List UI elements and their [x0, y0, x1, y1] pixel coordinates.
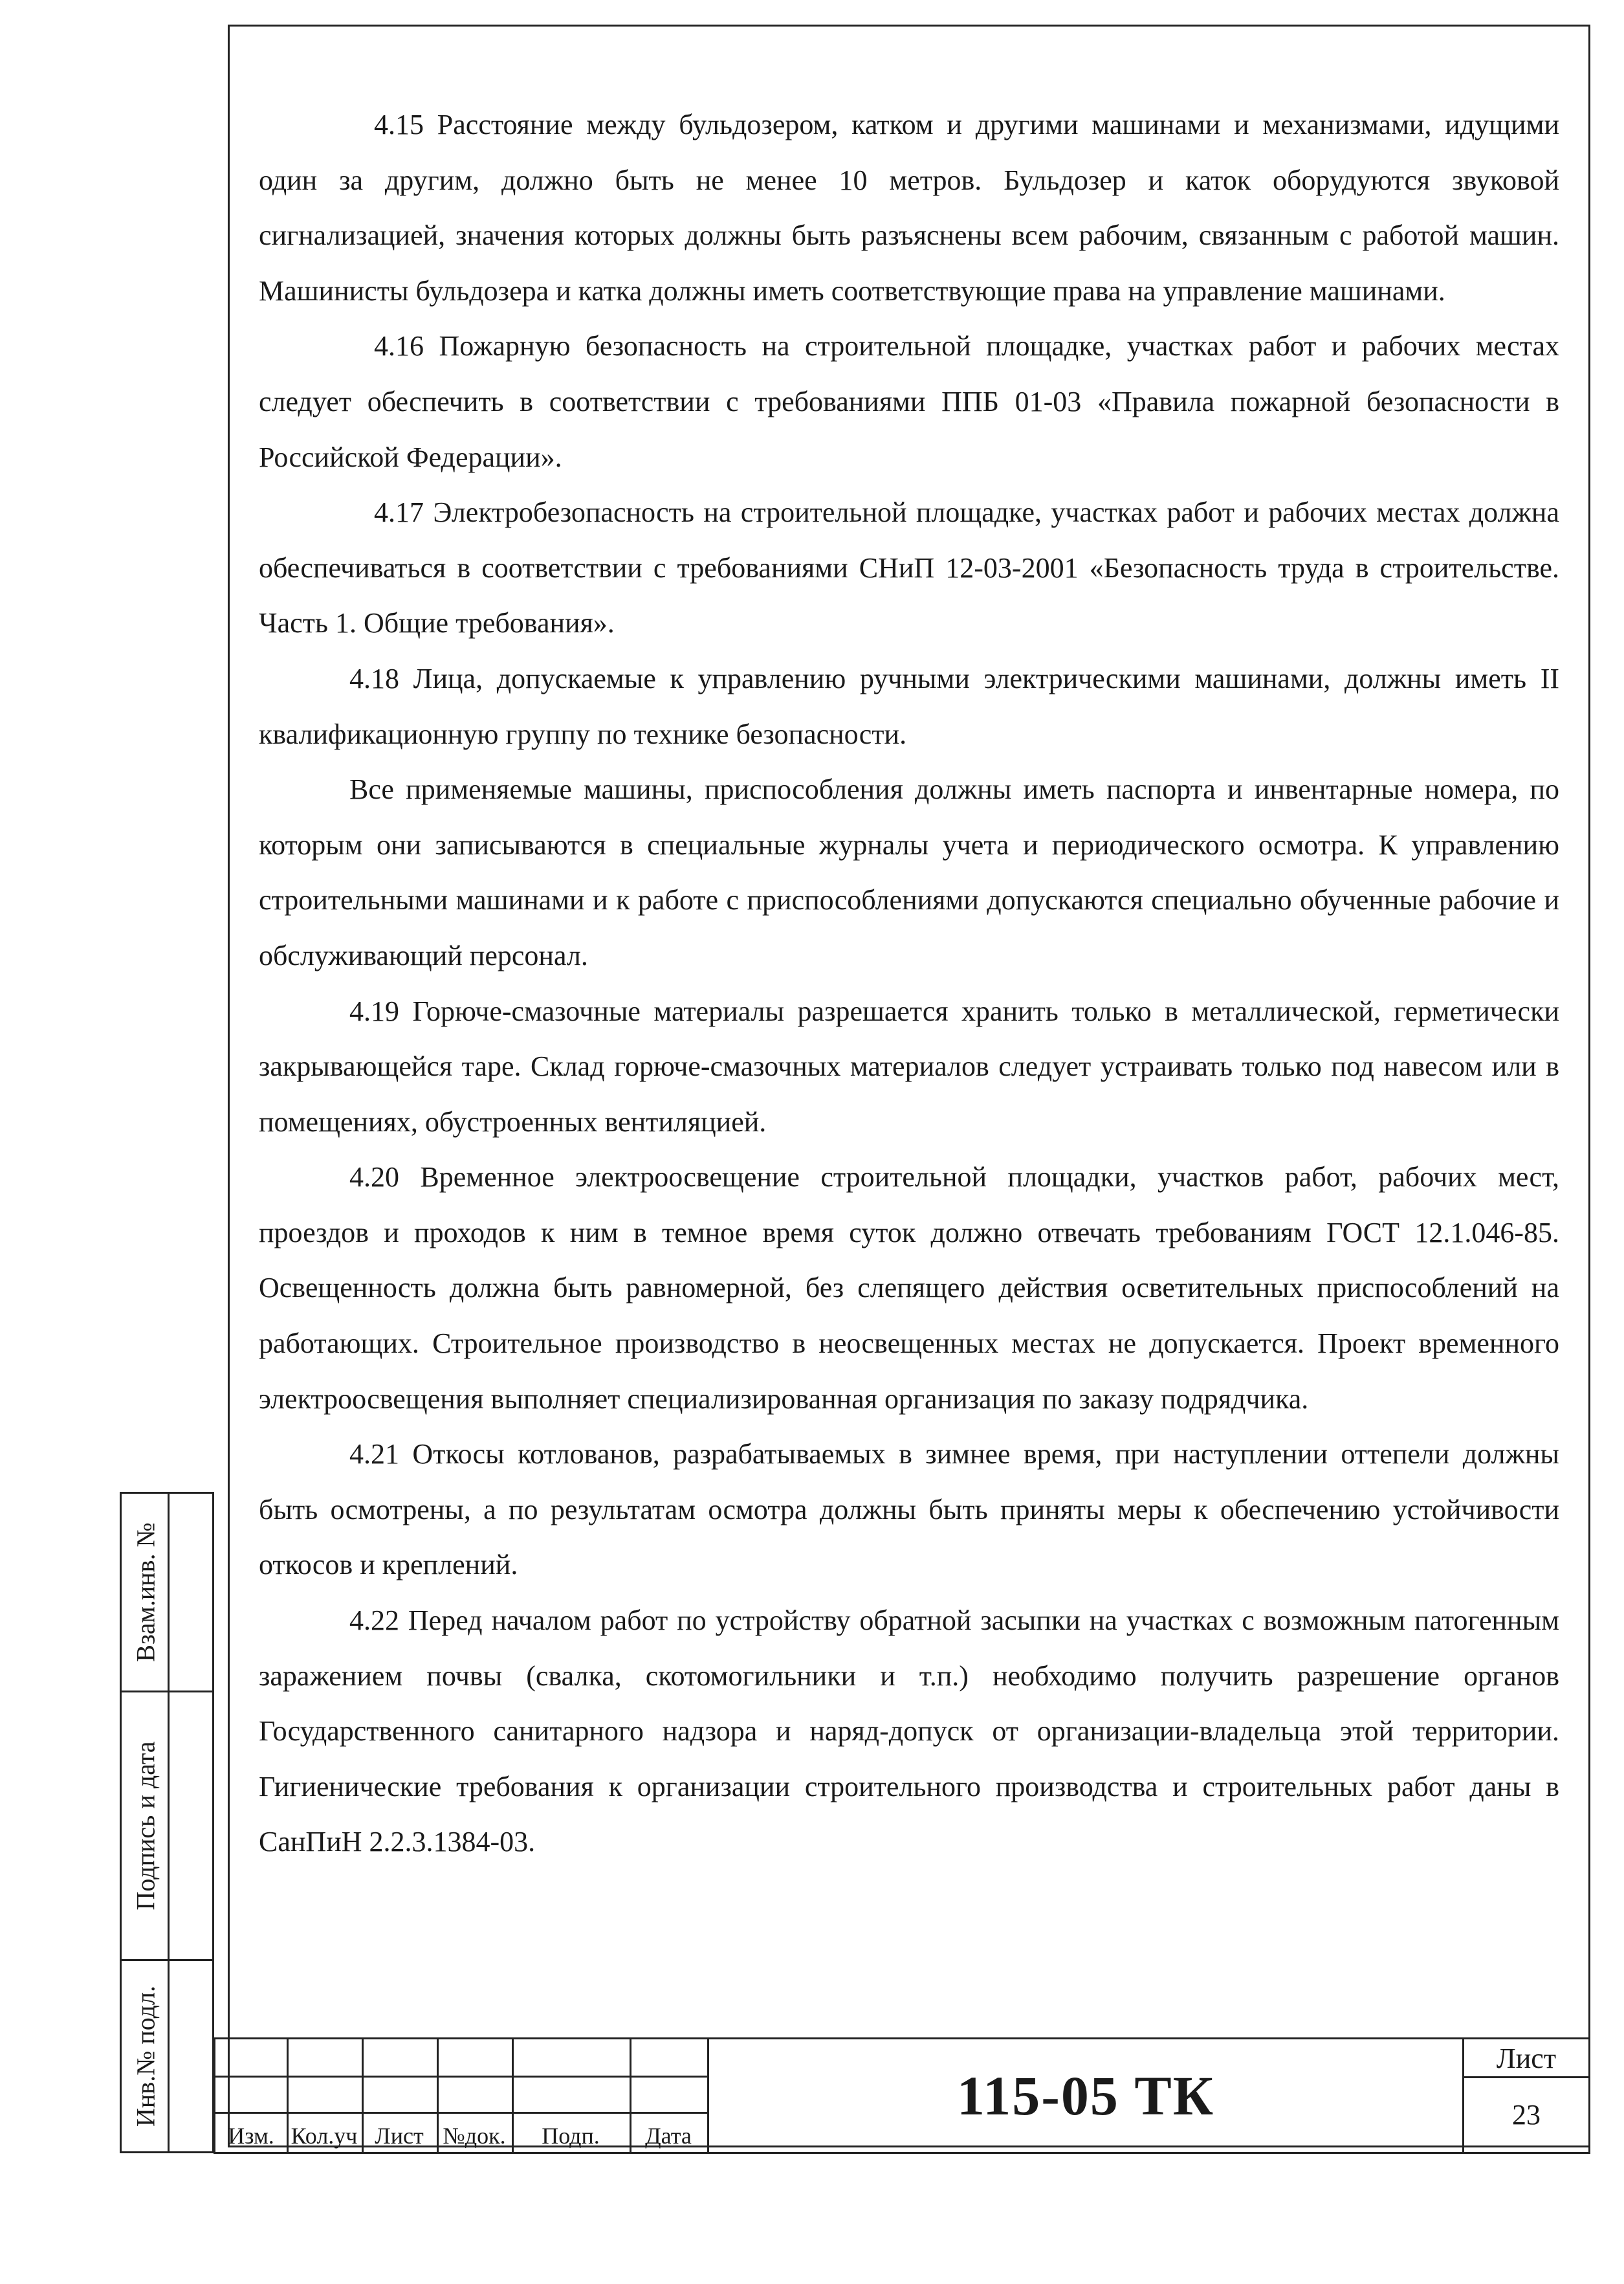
paragraph-4-19: 4.19 Горюче-смазочные материалы разрешается хранить только в металлической, герметически закрывающейся таре. Склад горюче-смазочных материалов следует устраивать только под навесом или в помещениях, обустроенных вентиляцией.	[259, 995, 1559, 1138]
paragraph-4-17: 4.17 Электробезопасность на строительной площадке, участках работ и рабочих местах должна обеспечиваться в соответствии с требованиями СНиП 12-03-2001 «Безопасность труда в строительстве. Часть 1. Общие требования».	[259, 496, 1559, 639]
paragraph-4-16: 4.16 Пожарную безопасность на строительной площадке, участках работ и рабочих местах следует обеспечить в соответствии с требованиями ППБ 01-03 «Правила пожарной безопасности в Российской Федерации».	[259, 330, 1559, 473]
sheet-number: 23	[1512, 2099, 1541, 2131]
title-block	[214, 2037, 1590, 2154]
side-strip-inv	[120, 1959, 214, 2153]
paragraph-4-21: 4.21 Откосы котлованов, разрабатываемых в зимнее время, при наступлении оттепели должны быть осмотрены, а по результатам осмотра должны быть приняты меры к обеспечению устойчивости откосов и креплений.	[259, 1438, 1559, 1581]
header-izm: Изм.	[228, 2123, 274, 2149]
header-podp: Подп.	[542, 2123, 600, 2149]
header-data: Дата	[645, 2123, 692, 2149]
header-kol-uch: Кол.уч	[291, 2123, 358, 2149]
paragraph-4-18: 4.18 Лица, допускаемые к управлению ручными электрическими машинами, должны иметь II квалификационную группу по технике безопасности.	[259, 662, 1559, 750]
header-ndok: №док.	[443, 2123, 506, 2149]
document-code: 115-05 ТК	[707, 2039, 1464, 2152]
revision-grid	[215, 2039, 707, 2152]
header-list: Лист	[375, 2123, 424, 2149]
sheet-label: Лист	[1464, 2039, 1588, 2078]
side-label-vzam: Взам.инв. №	[131, 1522, 160, 1662]
side-strip-vzam	[120, 1492, 214, 1692]
paragraph-4-20: 4.20 Временное электроосвещение строительной площадки, участков работ, рабочих мест, проездов и проходов к ним в темное время суток должно отвечать требованиям ГОСТ 12.1.046-85. Освещенность должна быть равномерной, без слепящего действия осветительных приспособлений на работающих. Строительное производство в неосвещенных местах не допускается. Проект временного электроосвещения выполняет специализированная организация по заказу подрядчика.	[259, 1161, 1559, 1415]
side-label-inv: Инв.№ подл.	[131, 1986, 160, 2127]
side-strip-podpis	[120, 1691, 214, 1961]
paragraph-4-15: 4.15 Расстояние между бульдозером, катком и другими машинами и механизмами, идущими один за другим, должно быть не менее 10 метров. Бульдозер и каток оборудуются звуковой сигнализацией, значения которых должны быть разъяснены всем рабочим, связанным с работой машин. Машинисты бульдозера и катка должны иметь соответствующие права на управление машинами.	[259, 109, 1559, 307]
side-label-podpis: Подпись и дата	[131, 1741, 160, 1911]
paragraph-machines: Все применяемые машины, приспособления должны иметь паспорта и инвентарные номера, по которым они записываются в специальные журналы учета и периодического осмотра. К управлению строительными машинами и к работе с приспособлениями допускаются специально обученные рабочие и обслуживающий персонал.	[259, 773, 1559, 971]
paragraph-4-22: 4.22 Перед началом работ по устройству обратной засыпки на участках с возможным патогенным заражением почвы (свалка, скотомогильники и т.п.) необходимо получить разрешение органов Государственного санитарного надзора и наряд-допуск от организации-владельца этой территории. Гигиенические требования к организации строительного производства и строительных работ даны в СанПиН 2.2.3.1384-03.	[259, 1604, 1559, 1858]
document-body	[259, 97, 1559, 1870]
